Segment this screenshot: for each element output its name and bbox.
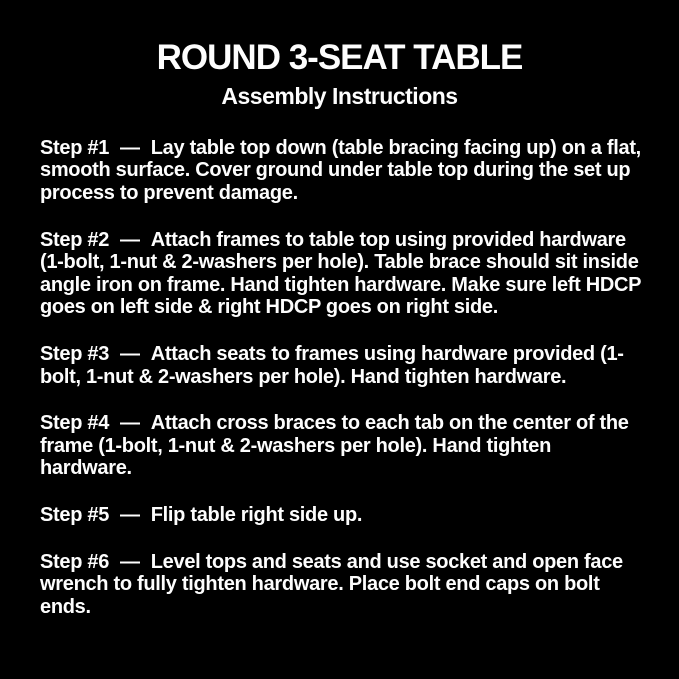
step-1-text: Lay table top down (table bracing facing up) on a flat, smooth surface. Cover ground under table top during the set up process to prevent damage. [40,136,641,205]
step-3-label: Step #3 [40,343,110,365]
step-3-text: Attach seats to frames using hardware provided (1-bolt, 1-nut & 2-washers per hole). Hand tighten hardware. [40,343,624,388]
step-6 [40,551,647,619]
step-5-label: Step #5 [40,503,110,526]
step-6-text: Level tops and seats and use socket and open face wrench to fully tighten hardware. Place bolt end caps on bolt ends. [40,550,623,618]
step-2 [40,229,647,319]
step-4 [40,412,647,480]
step-separator: — [120,343,140,365]
step-4-label: Step #4 [40,412,110,435]
step-1 [40,137,647,205]
step-4-text: Attach cross braces to each tab on the center of the frame (1-bolt, 1-nut & 2-washers per hole). Hand tighten hardware. [40,412,629,480]
step-2-label: Step #2 [40,228,110,251]
step-separator: — [120,503,140,526]
step-separator: — [120,136,140,159]
step-separator: — [120,228,140,251]
header [40,38,639,111]
step-1-label: Step #1 [40,136,110,159]
page-subtitle: Assembly Instructions [221,83,458,110]
step-separator: — [120,412,140,435]
step-3 [40,343,647,388]
page-title: ROUND 3-SEAT TABLE [156,38,523,77]
step-separator: — [120,550,140,573]
steps-list [40,137,647,619]
step-2-text: Attach frames to table top using provided hardware (1-bolt, 1-nut & 2-washers per hole). Table brace should sit inside angle iron on frame. Hand tighten hardware. Make sure left HDCP goes on left side & right HDCP goes on right side. [40,228,641,319]
step-5 [40,504,647,527]
step-5-text: Flip table right side up. [150,503,363,526]
step-6-label: Step #6 [40,550,110,573]
